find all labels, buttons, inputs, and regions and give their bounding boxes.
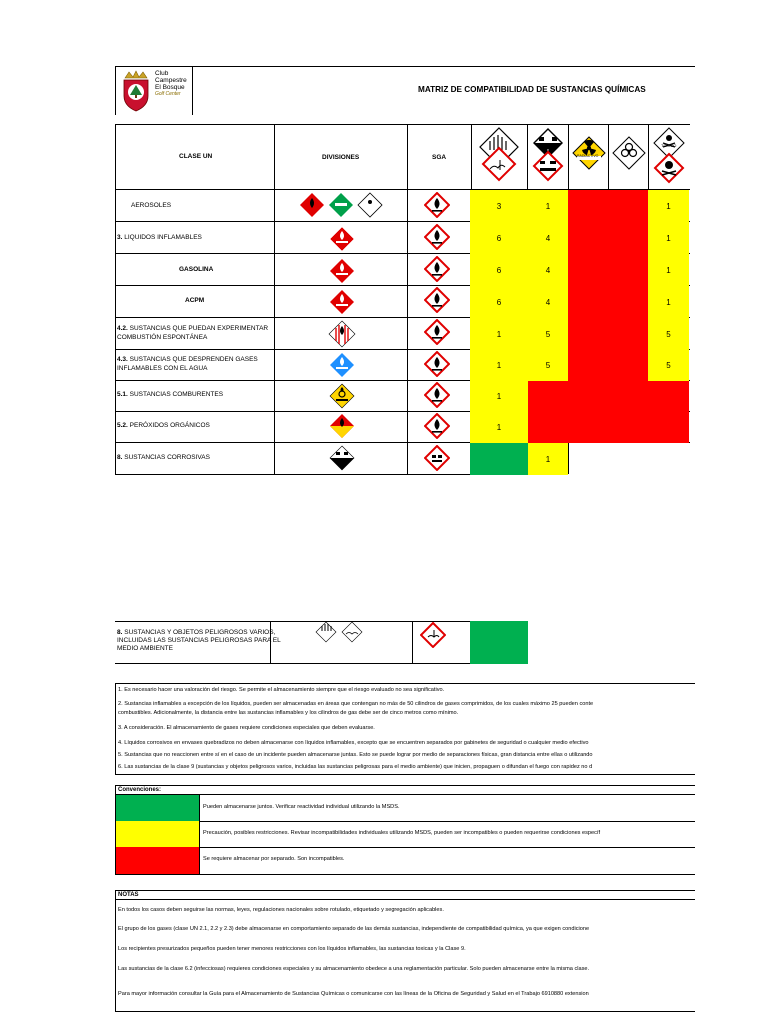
header-divisiones: DIVISIONES bbox=[322, 154, 360, 161]
club-logo bbox=[120, 70, 152, 112]
row-label-liquidos-inflamables: 3. LIQUIDOS INFLAMABLES bbox=[117, 234, 202, 241]
compat-cell bbox=[568, 381, 608, 412]
header-clase-un: CLASE UN bbox=[179, 153, 213, 160]
footnote-4: 4. Líquidos corrosivos en envases quebradizos no deben almacenarse con líquidos inflamables, excepto que se encuentren separados por gabinetes de seguridad o cualquier medio efectivo bbox=[118, 740, 589, 746]
compat-cell bbox=[528, 381, 568, 412]
radioactive-label: RADIACTIVO bbox=[577, 154, 599, 158]
aerosol-class-icons bbox=[298, 192, 384, 218]
misc-dangerous-goods-icon bbox=[314, 621, 366, 643]
compat-cell: 6 bbox=[470, 254, 528, 286]
toxic-skull-icon bbox=[649, 126, 689, 186]
class9-sga-icon bbox=[420, 622, 446, 648]
row-label-gases-inflamables-agua: 4.3. SUSTANCIAS QUE DESPRENDEN GASES INFLAMABLES CON EL AGUA bbox=[117, 356, 258, 372]
compat-cell bbox=[568, 412, 608, 443]
compat-cell: 1 bbox=[470, 381, 528, 412]
compat-cell: 5 bbox=[528, 318, 568, 350]
row-label-corrosivas: 8. SUSTANCIAS CORROSIVAS bbox=[117, 454, 210, 461]
row-label-peroxidos: 5.2. PERÓXIDOS ORGÁNICOS bbox=[117, 422, 210, 429]
row-label-acpm: ACPM bbox=[185, 297, 205, 304]
legend-red-text: Se requiere almacenar por separado. Son incompatibles. bbox=[203, 856, 345, 862]
corrosive-icon bbox=[528, 126, 568, 186]
footnote-5: 5. Sustancias que no reaccionen entre sí en el caso de un incidente pueden almacenarse juntas. Esto se puede lograr por medio de separaciones físicas, gran distancia entre ellas o utilizando bbox=[118, 752, 593, 758]
compat-cell bbox=[568, 222, 608, 254]
compat-cell bbox=[648, 412, 689, 443]
legend-yellow-text: Precaución, posibles restricciones. Revisar incompatibilidades individuales utilizando MSDS, pueden ser incompatibles o pueden requerirse condiciones específ bbox=[203, 830, 601, 836]
header-sga: SGA bbox=[432, 154, 447, 161]
compat-cell: 1 bbox=[648, 222, 689, 254]
sga-flame-icon bbox=[424, 224, 450, 250]
compat-cell: 1 bbox=[470, 350, 528, 381]
compat-cell: 5 bbox=[648, 350, 689, 381]
compat-cell: 1 bbox=[528, 190, 568, 222]
sga-flame-icon bbox=[424, 351, 450, 377]
row-label-gasolina: GASOLINA bbox=[179, 266, 214, 273]
note-item-1: En todos los casos deben seguirse las normas, leyes, regulaciones nacionales sobre rotulado, etiquetado y segregación aplicables. bbox=[118, 907, 444, 913]
compat-cell: 1 bbox=[648, 286, 689, 318]
footnote-6: 6. Las sustancias de la clase 9 (sustancias y objetos peligrosos varios, incluidas las sustancias peligrosas para el medio ambiente) que inicien, propaguen o difundan el fuego con rapidez no d bbox=[118, 764, 593, 770]
compat-cell bbox=[568, 286, 608, 318]
compat-cell: 1 bbox=[648, 254, 689, 286]
logo-text-golf: Golf Center bbox=[155, 91, 181, 97]
corrosive-class8-icon bbox=[329, 445, 355, 471]
note-item-3: Los recipientes presurizados pequeños pueden tener menores restricciones con los líquidos inflamables, las sustancias toxicas y la Clase 9. bbox=[118, 946, 466, 952]
compat-cell bbox=[608, 412, 648, 443]
sga-flame-icon bbox=[424, 413, 450, 439]
footnote-2: 2. Sustancias inflamables a excepción de los líquidos, pueden ser almacenadas en áreas que contengan no más de 50 cilindros de gases comprimidos, de los cuales máximo 25 pueden conte bbox=[118, 701, 594, 707]
sga-flame-icon bbox=[424, 256, 450, 282]
note-item-2: El grupo de los gases (clase UN 2.1, 2.2 y 2.3) debe almacenarse en comportamiento separado de las demás sustancias, independiente de compatibilidad química, ya que exigen condicione bbox=[118, 926, 590, 932]
legend-green-swatch bbox=[116, 795, 199, 821]
compat-cell bbox=[528, 412, 568, 443]
logo-text-el-bosque: El Bosque bbox=[155, 84, 185, 91]
flammable-liquid-acpm-icon bbox=[329, 289, 355, 315]
svg-text:8: 8 bbox=[547, 148, 549, 152]
sga-flame-icon bbox=[424, 287, 450, 313]
compat-cell: 5 bbox=[648, 318, 689, 350]
spontaneous-combustion-icon bbox=[328, 320, 356, 348]
legend-yellow-swatch bbox=[116, 821, 199, 847]
radioactive-icon bbox=[569, 136, 609, 170]
legend-green-text: Pueden almacenarse juntos. Verificar reactividad individual utilizando la MSDS. bbox=[203, 804, 400, 810]
notes-title: NOTAS bbox=[118, 892, 139, 898]
footnote-2-cont: combustibles. Adicionalmente, la distancia entre las sustancias inflamables y los cilindros de gas debe ser de cinco metros como mínimo. bbox=[118, 710, 459, 716]
compat-cell bbox=[608, 254, 648, 286]
compat-cell bbox=[568, 190, 608, 222]
organic-peroxide-icon bbox=[329, 413, 355, 439]
page-title: MATRIZ DE COMPATIBILIDAD DE SUSTANCIAS QUÍMICAS bbox=[418, 85, 646, 94]
compat-cell: 6 bbox=[470, 222, 528, 254]
compat-cell: 6 bbox=[470, 286, 528, 318]
compat-cell bbox=[608, 381, 648, 412]
compat-cell bbox=[608, 350, 648, 381]
legend-red-swatch bbox=[116, 847, 199, 874]
toxic-label: TÓXICO bbox=[661, 143, 677, 148]
compat-cell bbox=[608, 286, 648, 318]
compat-cell bbox=[470, 443, 528, 475]
note-item-5: Para mayor información consultar la Guía para el Almacenamiento de Sustancias Químicas o comunicarse con las líneas de la Oficina de Seguridad y Salud en el Trabajo 6910880 extension bbox=[118, 991, 589, 997]
compat-cell: 1 bbox=[648, 190, 689, 222]
compat-cell bbox=[648, 381, 689, 412]
environment-hazard-icon bbox=[470, 126, 528, 186]
compat-cell: 3 bbox=[470, 190, 528, 222]
compat-cell: 1 bbox=[470, 412, 528, 443]
sga-flame-icon bbox=[424, 192, 450, 218]
footnote-3: 3. A consideración. El almacenamiento de gases requiere condiciones especiales que deben evaluarse. bbox=[118, 725, 375, 731]
compat-cell bbox=[568, 350, 608, 381]
compat-cell: 5 bbox=[528, 350, 568, 381]
row-label-combustion-espontanea: 4.2. SUSTANCIAS QUE PUEDAN EXPERIMENTAR COMBUSTIÓN ESPONTÁNEA bbox=[117, 325, 269, 341]
conventions-title: Convenciones: bbox=[118, 787, 162, 793]
class9-compat-cell bbox=[470, 621, 528, 664]
compat-cell: 1 bbox=[470, 318, 528, 350]
row-label-aerosoles: AEROSOLES bbox=[131, 202, 172, 209]
sga-flame-icon bbox=[424, 319, 450, 345]
footnote-1: 1. Es necesario hacer una valoración del riesgo. Se permite el almacenamiento siempre que el riesgo evaluado no sea significativo. bbox=[118, 687, 445, 693]
compat-cell: 4 bbox=[528, 254, 568, 286]
compat-cell bbox=[608, 222, 648, 254]
oxidizer-icon bbox=[329, 383, 355, 409]
compat-cell: 4 bbox=[528, 222, 568, 254]
logo-text-club: Club bbox=[155, 70, 169, 77]
dangerous-when-wet-icon bbox=[329, 352, 355, 378]
flammable-liquid-class3-icon bbox=[329, 226, 355, 252]
biohazard-icon bbox=[609, 136, 649, 170]
compat-cell bbox=[568, 254, 608, 286]
compat-cell bbox=[568, 318, 608, 350]
sga-flame-icon bbox=[424, 382, 450, 408]
compat-cell: 4 bbox=[528, 286, 568, 318]
compat-cell: 1 bbox=[528, 443, 568, 475]
class9-label: 8. SUSTANCIAS Y OBJETOS PELIGROSOS VARIOS, INCLUIDAS LAS SUSTANCIAS PELIGROSAS PARA EL MEDIO AMBIENTE bbox=[117, 629, 281, 652]
note-item-4: Las sustancias de la clase 6.2 (infecciosas) requieres condiciones especiales y su almacenamiento obedece a una reglamentación particular. Solo pueden almacenarse entre la misma clase. bbox=[118, 966, 590, 972]
logo-text-campestre: Campestre bbox=[155, 77, 187, 84]
row-label-comburentes: 5.1. SUSTANCIAS COMBURENTES bbox=[117, 391, 224, 398]
compat-cell bbox=[608, 190, 648, 222]
sga-corrosion-icon bbox=[424, 445, 450, 471]
flammable-liquid-gasolina-icon bbox=[329, 258, 355, 284]
compat-cell bbox=[608, 318, 648, 350]
